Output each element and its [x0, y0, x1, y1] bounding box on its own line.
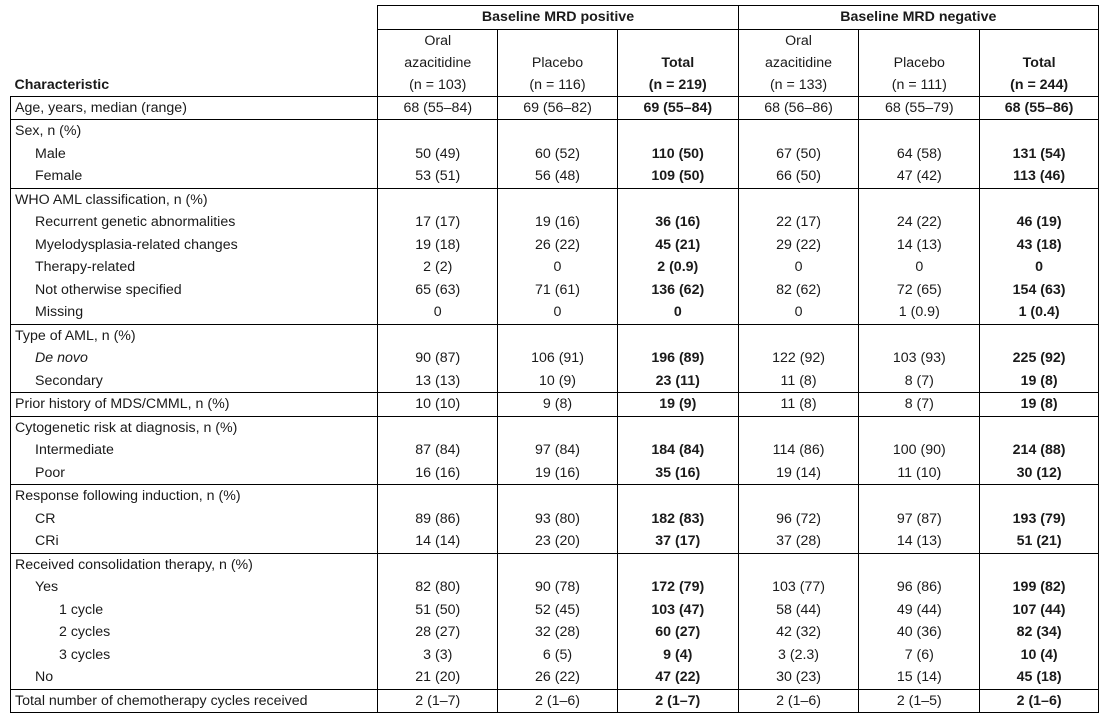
cell-value: 42 (32) [738, 621, 859, 644]
cell-value: 8 (7) [859, 370, 980, 393]
cell-value: 64 (58) [859, 143, 980, 166]
cell-value: 19 (14) [738, 462, 859, 485]
row-label: Prior history of MDS/CMML, n (%) [11, 393, 378, 417]
cell-value: 100 (90) [859, 439, 980, 462]
row-label: CR [11, 508, 378, 531]
row-label: Intermediate [11, 439, 378, 462]
cell-value: 106 (91) [498, 347, 618, 370]
cell-total: 109 (50) [617, 165, 738, 188]
row-label: 2 cycles [11, 621, 378, 644]
cell-value: 60 (52) [498, 143, 618, 166]
cell-total: 9 (4) [617, 644, 738, 667]
cell-value: 68 (55–84) [378, 96, 498, 120]
table-row [11, 143, 1099, 166]
cell-total: 23 (11) [617, 370, 738, 393]
column-header-pos-oral-azacitidine: Oral azacitidine (n = 103) [378, 29, 498, 96]
cell-value: 8 (7) [859, 393, 980, 417]
cell-value: 0 [859, 256, 980, 279]
table-row [11, 347, 1099, 370]
cell-total: 37 (17) [617, 530, 738, 553]
cell-total: 46 (19) [980, 211, 1099, 234]
row-label: Yes [11, 576, 378, 599]
cell-value: 0 [498, 256, 618, 279]
cell-total: 30 (12) [980, 462, 1099, 485]
row-label: Not otherwise specified [11, 279, 378, 302]
cell-value: 96 (72) [738, 508, 859, 531]
cell-value: 87 (84) [378, 439, 498, 462]
section-label: Cytogenetic risk at diagnosis, n (%) [11, 416, 378, 439]
column-header-pos-total: Total (n = 219) [617, 29, 738, 96]
cell-value: 2 (1–7) [378, 689, 498, 713]
cell-value: 0 [378, 301, 498, 324]
table-row [11, 621, 1099, 644]
cell-value: 93 (80) [498, 508, 618, 531]
table-row [11, 279, 1099, 302]
row-label: 3 cycles [11, 644, 378, 667]
table-section-row [11, 324, 1099, 347]
table-section-row [11, 553, 1099, 576]
cell-value: 17 (17) [378, 211, 498, 234]
cell-value: 52 (45) [498, 599, 618, 622]
cell-value: 90 (78) [498, 576, 618, 599]
cell-value: 32 (28) [498, 621, 618, 644]
cell-value: 89 (86) [378, 508, 498, 531]
cell-value: 67 (50) [738, 143, 859, 166]
cell-value: 50 (49) [378, 143, 498, 166]
table-section-row [11, 416, 1099, 439]
cell-total: 110 (50) [617, 143, 738, 166]
cell-value: 6 (5) [498, 644, 618, 667]
cell-total: 2 (0.9) [617, 256, 738, 279]
cell-total: 0 [617, 301, 738, 324]
cell-total: 10 (4) [980, 644, 1099, 667]
cell-total: 154 (63) [980, 279, 1099, 302]
cell-value: 11 (10) [859, 462, 980, 485]
cell-total: 82 (34) [980, 621, 1099, 644]
cell-value: 11 (8) [738, 393, 859, 417]
cell-total: 45 (18) [980, 666, 1099, 689]
row-label: No [11, 666, 378, 689]
cell-total: 1 (0.4) [980, 301, 1099, 324]
cell-total: 43 (18) [980, 234, 1099, 257]
cell-value: 26 (22) [498, 234, 618, 257]
group-header-mrd-positive: Baseline MRD positive [378, 6, 738, 30]
cell-total: 51 (21) [980, 530, 1099, 553]
cell-value: 97 (87) [859, 508, 980, 531]
cell-total: 199 (82) [980, 576, 1099, 599]
cell-value: 9 (8) [498, 393, 618, 417]
cell-value: 21 (20) [378, 666, 498, 689]
cell-total: 196 (89) [617, 347, 738, 370]
row-label: Secondary [11, 370, 378, 393]
cell-value: 122 (92) [738, 347, 859, 370]
table-row [11, 462, 1099, 485]
cell-total: 0 [980, 256, 1099, 279]
cell-total: 172 (79) [617, 576, 738, 599]
cell-value: 19 (16) [498, 211, 618, 234]
table-row [11, 530, 1099, 553]
table-row [11, 96, 1099, 120]
cell-total: 60 (27) [617, 621, 738, 644]
cell-value: 0 [738, 256, 859, 279]
table-section-row [11, 120, 1099, 143]
cell-value: 19 (16) [498, 462, 618, 485]
row-label: CRi [11, 530, 378, 553]
cell-value: 90 (87) [378, 347, 498, 370]
cell-total: 184 (84) [617, 439, 738, 462]
cell-value: 82 (62) [738, 279, 859, 302]
cell-total: 19 (8) [980, 370, 1099, 393]
table-section-row [11, 188, 1099, 211]
row-label: Female [11, 165, 378, 188]
cell-value: 66 (50) [738, 165, 859, 188]
cell-total: 214 (88) [980, 439, 1099, 462]
cell-value: 26 (22) [498, 666, 618, 689]
cell-value: 114 (86) [738, 439, 859, 462]
cell-value: 69 (56–82) [498, 96, 618, 120]
section-label: Received consolidation therapy, n (%) [11, 553, 378, 576]
cell-value: 11 (8) [738, 370, 859, 393]
column-header-neg-total: Total (n = 244) [980, 29, 1099, 96]
cell-value: 0 [738, 301, 859, 324]
cell-value: 15 (14) [859, 666, 980, 689]
row-label: 1 cycle [11, 599, 378, 622]
section-label: Type of AML, n (%) [11, 324, 378, 347]
cell-value: 3 (2.3) [738, 644, 859, 667]
cell-value: 2 (2) [378, 256, 498, 279]
cell-value: 71 (61) [498, 279, 618, 302]
row-label: Myelodysplasia-related changes [11, 234, 378, 257]
cell-total: 136 (62) [617, 279, 738, 302]
cell-total: 69 (55–84) [617, 96, 738, 120]
cell-value: 68 (56–86) [738, 96, 859, 120]
cell-total: 2 (1–6) [980, 689, 1099, 713]
table-row [11, 393, 1099, 417]
cell-value: 40 (36) [859, 621, 980, 644]
table-row [11, 599, 1099, 622]
cell-value: 2 (1–6) [498, 689, 618, 713]
cell-value: 2 (1–5) [859, 689, 980, 713]
cell-value: 23 (20) [498, 530, 618, 553]
baseline-characteristics-table [10, 5, 1099, 713]
cell-total: 35 (16) [617, 462, 738, 485]
section-label: Sex, n (%) [11, 120, 378, 143]
cell-total: 45 (21) [617, 234, 738, 257]
table-row [11, 165, 1099, 188]
row-label: Poor [11, 462, 378, 485]
table-row [11, 576, 1099, 599]
cell-total: 131 (54) [980, 143, 1099, 166]
cell-value: 49 (44) [859, 599, 980, 622]
section-label: Response following induction, n (%) [11, 485, 378, 508]
cell-value: 1 (0.9) [859, 301, 980, 324]
cell-total: 36 (16) [617, 211, 738, 234]
table-row [11, 666, 1099, 689]
cell-value: 58 (44) [738, 599, 859, 622]
cell-total: 113 (46) [980, 165, 1099, 188]
cell-value: 0 [498, 301, 618, 324]
cell-value: 7 (6) [859, 644, 980, 667]
cell-value: 72 (65) [859, 279, 980, 302]
cell-value: 30 (23) [738, 666, 859, 689]
table-row [11, 256, 1099, 279]
column-header-neg-placebo: Placebo (n = 111) [859, 29, 980, 96]
row-label: Missing [11, 301, 378, 324]
group-header-mrd-negative: Baseline MRD negative [738, 6, 1098, 30]
section-label: WHO AML classification, n (%) [11, 188, 378, 211]
table-row [11, 234, 1099, 257]
row-label: Recurrent genetic abnormalities [11, 211, 378, 234]
cell-value: 10 (10) [378, 393, 498, 417]
cell-value: 19 (18) [378, 234, 498, 257]
cell-total: 19 (9) [617, 393, 738, 417]
cell-total: 2 (1–7) [617, 689, 738, 713]
cell-total: 47 (22) [617, 666, 738, 689]
cell-total: 193 (79) [980, 508, 1099, 531]
cell-value: 28 (27) [378, 621, 498, 644]
cell-value: 37 (28) [738, 530, 859, 553]
cell-total: 225 (92) [980, 347, 1099, 370]
cell-value: 10 (9) [498, 370, 618, 393]
column-header-characteristic: Characteristic [11, 29, 378, 96]
table-row [11, 644, 1099, 667]
cell-value: 68 (55–79) [859, 96, 980, 120]
row-label: De novo [11, 347, 378, 370]
cell-value: 103 (77) [738, 576, 859, 599]
cell-value: 3 (3) [378, 644, 498, 667]
table-row [11, 370, 1099, 393]
cell-total: 107 (44) [980, 599, 1099, 622]
table-row [11, 689, 1099, 713]
column-header-pos-placebo: Placebo (n = 116) [498, 29, 618, 96]
cell-value: 97 (84) [498, 439, 618, 462]
cell-value: 29 (22) [738, 234, 859, 257]
column-header-neg-oral-azacitidine: Oral azacitidine (n = 133) [738, 29, 859, 96]
cell-value: 51 (50) [378, 599, 498, 622]
cell-total: 68 (55–86) [980, 96, 1099, 120]
header-blank [11, 6, 378, 30]
cell-value: 22 (17) [738, 211, 859, 234]
cell-value: 14 (14) [378, 530, 498, 553]
cell-value: 103 (93) [859, 347, 980, 370]
cell-value: 14 (13) [859, 530, 980, 553]
row-label: Therapy-related [11, 256, 378, 279]
cell-total: 19 (8) [980, 393, 1099, 417]
cell-value: 82 (80) [378, 576, 498, 599]
row-label: Male [11, 143, 378, 166]
cell-value: 16 (16) [378, 462, 498, 485]
row-label: Total number of chemotherapy cycles received [11, 689, 378, 713]
cell-value: 14 (13) [859, 234, 980, 257]
cell-total: 182 (83) [617, 508, 738, 531]
cell-value: 47 (42) [859, 165, 980, 188]
cell-value: 96 (86) [859, 576, 980, 599]
cell-total: 103 (47) [617, 599, 738, 622]
cell-value: 65 (63) [378, 279, 498, 302]
cell-value: 56 (48) [498, 165, 618, 188]
cell-value: 53 (51) [378, 165, 498, 188]
table-row [11, 439, 1099, 462]
cell-value: 13 (13) [378, 370, 498, 393]
row-label: Age, years, median (range) [11, 96, 378, 120]
cell-value: 24 (22) [859, 211, 980, 234]
table-row [11, 508, 1099, 531]
table-row [11, 301, 1099, 324]
table-row [11, 211, 1099, 234]
cell-value: 2 (1–6) [738, 689, 859, 713]
table-section-row [11, 485, 1099, 508]
